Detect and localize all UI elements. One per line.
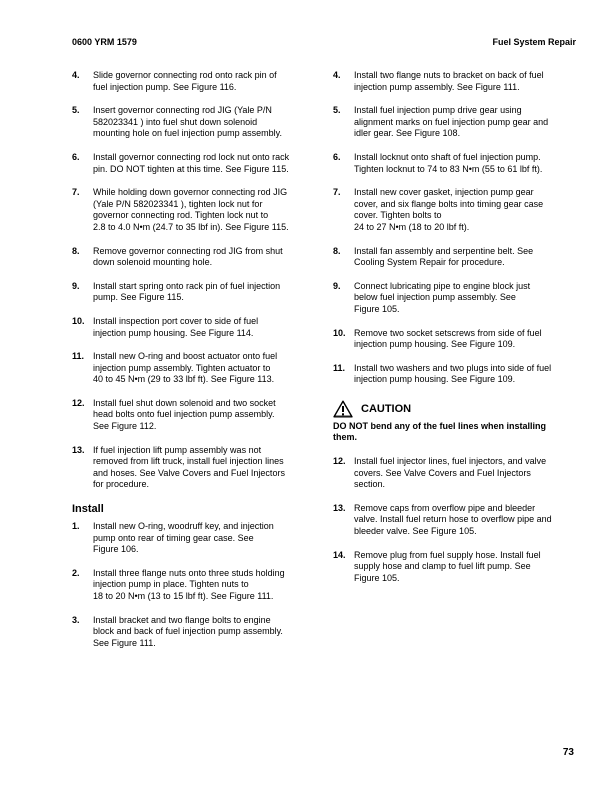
step-text: Insert governor connecting rod JIG (Yale P/N 582023341 ) into fuel shut down solenoid mounting hole on fuel injection pump assembly. xyxy=(93,105,282,139)
step-text: Install three flange nuts onto three studs holding injection pump in place. Tighten nuts to 18 to 20 N•m (13 to 15 lbf ft). See Figure 111. xyxy=(93,567,285,601)
step-number: 13. xyxy=(333,502,346,513)
step-number: 5. xyxy=(72,105,80,116)
section-heading-install: Install xyxy=(72,503,104,516)
procedure-step xyxy=(72,351,306,386)
procedure-step xyxy=(72,316,306,339)
step-text: Install two washers and two plugs into side of fuel injection pump housing. See Figure 109. xyxy=(354,362,552,385)
step-list-install xyxy=(72,521,306,649)
step-number: 5. xyxy=(333,105,341,116)
procedure-step xyxy=(333,152,575,175)
procedure-step xyxy=(72,187,306,233)
step-text: Install fuel injection pump drive gear using alignment marks on fuel injection pump gear and idler gear. See Figure 108. xyxy=(354,105,549,139)
step-list-removal-end xyxy=(72,70,306,491)
step-text: Remove governor connecting rod JIG from shut down solenoid mounting hole. xyxy=(93,245,283,268)
caution-heading xyxy=(333,400,575,418)
step-text: Connect lubricating pipe to engine block just below fuel injection pump assembly. See Figure 105. xyxy=(354,280,531,314)
step-text: While holding down governor connecting rod JIG (Yale P/N 582023341 ), tighten lock nut for governor connecting rod. Tighten lock nut to 2.8 to 4.0 N•m (24.7 to 35 lbf in). See Figure 115. xyxy=(93,187,289,232)
step-list-final xyxy=(333,456,575,584)
right-column xyxy=(333,70,575,596)
procedure-step xyxy=(333,281,575,316)
step-text: Remove plug from fuel supply hose. Install fuel supply hose and clamp to fuel lift pump. See Figure 105. xyxy=(354,549,541,583)
step-number: 13. xyxy=(72,444,85,455)
procedure-step xyxy=(72,521,306,556)
step-text: Slide governor connecting rod onto rack pin of fuel injection pump. See Figure 116. xyxy=(93,70,277,92)
step-text: Install bracket and two flange bolts to engine block and back of fuel injection pump assembly. See Figure 111. xyxy=(93,614,283,648)
procedure-step xyxy=(72,105,306,140)
step-text: Install two flange nuts to bracket on back of fuel injection pump assembly. See Figure 111. xyxy=(354,70,544,92)
step-number: 7. xyxy=(333,187,341,198)
step-number: 12. xyxy=(333,456,346,467)
procedure-step xyxy=(72,281,306,304)
page-number: 73 xyxy=(562,747,574,758)
procedure-step xyxy=(72,246,306,269)
step-text: Remove two socket setscrews from side of fuel injection pump housing. See Figure 109. xyxy=(354,327,542,350)
procedure-step xyxy=(72,568,306,603)
step-text: Install new cover gasket, injection pump gear cover, and six flange bolts into timing gear case cover. Tighten bolts to 24 to 27 N•m (18 to 20 lbf ft). xyxy=(354,187,544,232)
procedure-step xyxy=(72,615,306,650)
procedure-step xyxy=(333,328,575,351)
step-text: Install new O-ring and boost actuator onto fuel injection pump assembly. Tighten actuator to 40 to 45 N•m (29 to 33 lbf ft). See Figure 113. xyxy=(93,351,278,385)
step-number: 11. xyxy=(333,362,346,373)
header-section-title: Fuel System Repair xyxy=(492,37,576,47)
procedure-step xyxy=(333,550,575,585)
step-number: 2. xyxy=(72,567,80,578)
procedure-step xyxy=(72,398,306,433)
step-text: Install governor connecting rod lock nut onto rack pin. DO NOT tighten at this time. See Figure 115. xyxy=(93,151,290,174)
step-text: Install fuel shut down solenoid and two socket head bolts onto fuel injection pump assembly. See Figure 112. xyxy=(93,397,276,432)
step-number: 9. xyxy=(72,280,80,291)
step-number: 4. xyxy=(333,70,341,80)
step-number: 6. xyxy=(72,151,80,162)
step-text: Install start spring onto rack pin of fuel injection pump. See Figure 115. xyxy=(93,280,281,303)
step-number: 4. xyxy=(72,70,80,80)
procedure-step xyxy=(72,445,306,491)
caution-text: DO NOT bend any of the fuel lines when installing them. xyxy=(333,420,547,443)
step-number: 11. xyxy=(72,351,85,362)
procedure-step xyxy=(333,246,575,269)
step-number: 8. xyxy=(72,245,80,256)
step-list-install-continued xyxy=(333,70,575,386)
header-doc-id: 0600 YRM 1579 xyxy=(72,37,137,47)
step-text: Install fan assembly and serpentine belt. See Cooling System Repair for procedure. xyxy=(354,245,534,268)
warning-triangle-icon xyxy=(333,400,353,418)
procedure-step xyxy=(333,363,575,386)
step-number: 8. xyxy=(333,245,341,256)
step-number: 3. xyxy=(72,614,80,625)
caution-block xyxy=(333,400,575,444)
procedure-step xyxy=(333,105,575,140)
step-text: Install new O-ring, woodruff key, and injection pump onto rear of timing gear case. See Figure 106. xyxy=(93,521,274,555)
step-number: 12. xyxy=(72,397,85,408)
step-text: Install fuel injector lines, fuel injectors, and valve covers. See Valve Covers and Fuel Injectors section. xyxy=(354,456,547,490)
step-number: 9. xyxy=(333,280,341,291)
step-number: 14. xyxy=(333,549,346,560)
step-text: Install inspection port cover to side of fuel injection pump housing. See Figure 114. xyxy=(93,315,259,338)
procedure-step xyxy=(72,70,306,93)
step-number: 10. xyxy=(72,315,85,326)
step-text: If fuel injection lift pump assembly was not removed from lift truck, install fuel injection lines and hoses. See Valve Covers and Fuel Injectors for procedure. xyxy=(93,444,285,490)
step-number: 10. xyxy=(333,327,346,338)
caution-title: CAUTION xyxy=(361,402,412,415)
procedure-step xyxy=(333,456,575,491)
procedure-step xyxy=(333,187,575,233)
step-number: 7. xyxy=(72,187,80,198)
procedure-step xyxy=(333,70,575,93)
left-column xyxy=(72,70,306,661)
step-number: 1. xyxy=(72,521,80,532)
step-text: Remove caps from overflow pipe and bleeder valve. Install fuel return hose to overflow pipe and bleeder valve. See Figure 105. xyxy=(354,502,552,537)
step-text: Install locknut onto shaft of fuel injection pump. Tighten locknut to 74 to 83 N•m (55 to 61 lbf ft). xyxy=(354,151,543,174)
procedure-step xyxy=(333,503,575,538)
step-number: 6. xyxy=(333,151,341,162)
procedure-step xyxy=(72,152,306,175)
